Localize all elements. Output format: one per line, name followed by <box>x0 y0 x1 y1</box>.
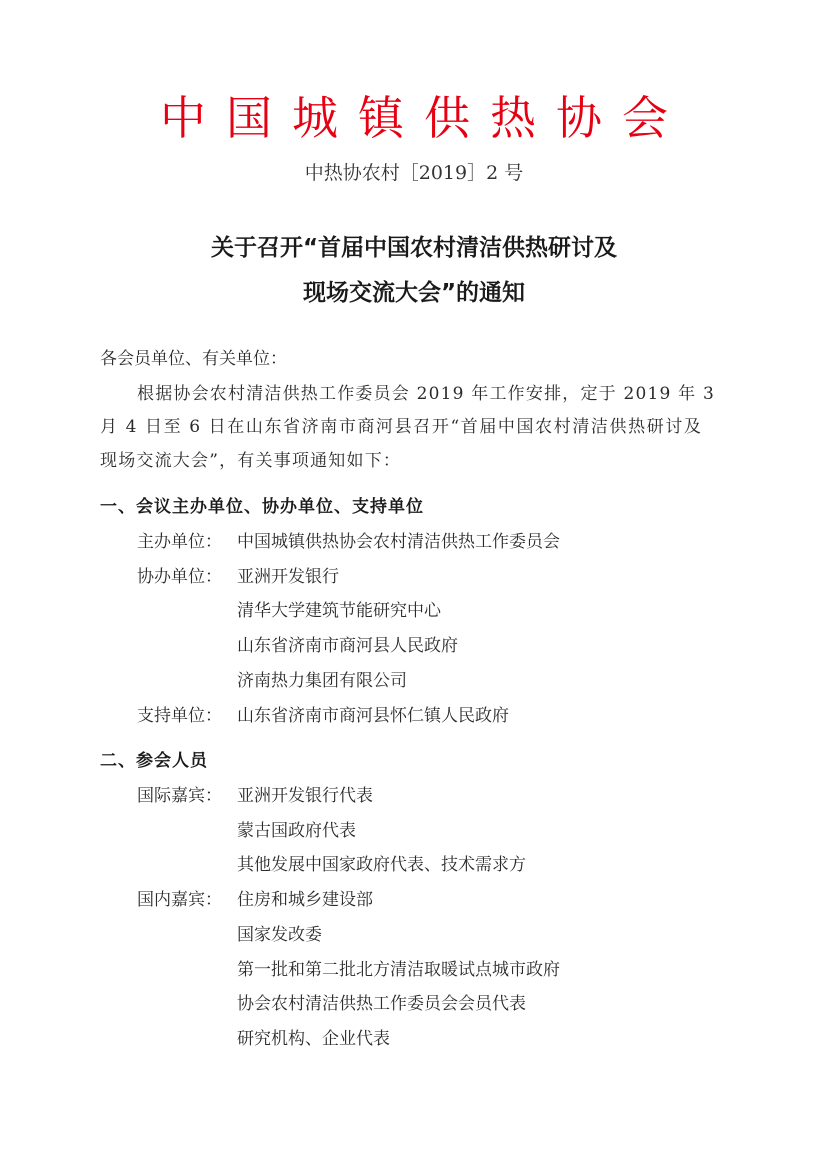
notice-title-line-1: 关于召开“首届中国农村清洁供热研讨及 <box>210 235 618 261</box>
host-label: 主办单位： <box>137 532 222 552</box>
organization-title: 中国城镇供热协会 <box>160 91 688 145</box>
intro-line-2: 月 4 日至 6 日在山东省济南市商河县召开“首届中国农村清洁供热研讨及 <box>100 417 703 437</box>
international-guests-label: 国际嘉宾： <box>137 786 222 806</box>
international-guest-value: 亚洲开发银行代表 <box>237 786 373 806</box>
domestic-guests-row <box>137 887 373 913</box>
international-guest-value: 蒙古国政府代表 <box>237 821 356 841</box>
co-organizer-label: 协办单位： <box>137 567 222 587</box>
supporter-label: 支持单位： <box>137 706 222 726</box>
domestic-guest-value: 国家发改委 <box>237 925 322 945</box>
domestic-guest-value: 住房和城乡建设部 <box>237 890 373 910</box>
intro-line-1: 根据协会农村清洁供热工作委员会 2019 年工作安排，定于 2019 年 3 <box>137 384 715 404</box>
salutation: 各会员单位、有关单位： <box>100 349 287 369</box>
section-2-heading: 二、参会人员 <box>100 751 208 771</box>
domestic-guest-value: 协会农村清洁供热工作委员会会员代表 <box>237 994 526 1014</box>
co-organizer-value: 亚洲开发银行 <box>237 567 339 587</box>
notice-title-line-2: 现场交流大会”的通知 <box>302 280 526 306</box>
co-organizer-value: 清华大学建筑节能研究中心 <box>237 601 441 621</box>
section-1-heading: 一、会议主办单位、协办单位、支持单位 <box>100 497 424 517</box>
supporter-row <box>137 703 509 729</box>
host-row <box>137 529 560 555</box>
co-organizer-row <box>137 564 339 590</box>
co-organizer-value: 山东省济南市商河县人民政府 <box>237 636 458 656</box>
co-organizer-value: 济南热力集团有限公司 <box>237 671 407 691</box>
document-number: 中热协农村［2019］2 号 <box>304 162 524 184</box>
domestic-guests-label: 国内嘉宾： <box>137 890 222 910</box>
host-value: 中国城镇供热协会农村清洁供热工作委员会 <box>237 532 560 552</box>
supporter-value: 山东省济南市商河县怀仁镇人民政府 <box>237 706 509 726</box>
international-guests-row <box>137 783 373 809</box>
intro-line-3: 现场交流大会”，有关事项通知如下： <box>100 451 402 471</box>
international-guest-value: 其他发展中国家政府代表、技术需求方 <box>237 855 526 875</box>
domestic-guest-value: 第一批和第二批北方清洁取暖试点城市政府 <box>237 960 560 980</box>
domestic-guest-value: 研究机构、企业代表 <box>237 1029 390 1049</box>
